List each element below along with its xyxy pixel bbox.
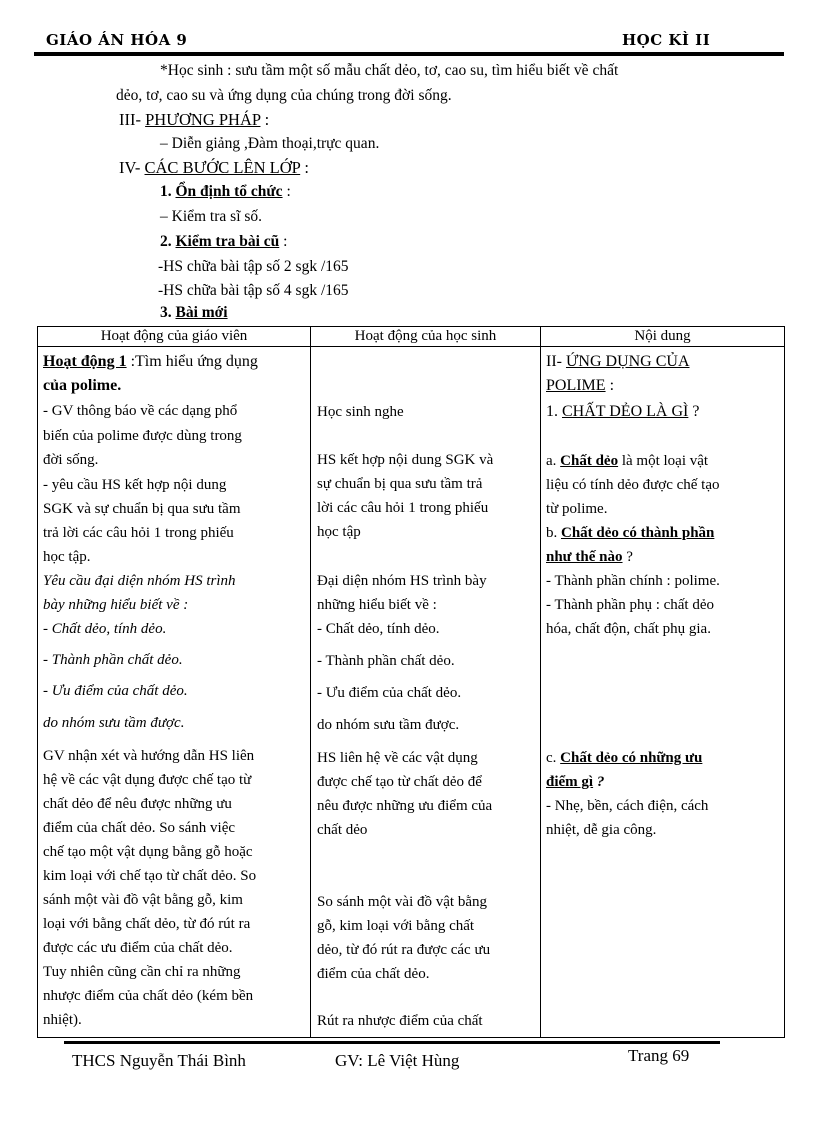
teacher-italic-line: - Chất dẻo, tính dẻo. <box>43 621 167 637</box>
step-1-suffix: : <box>282 183 291 200</box>
teacher-guide-line: loại với bằng chất dẻo, từ đó rút ra <box>43 916 251 932</box>
teacher-italic-line: - Thành phần chất dẻo. <box>43 652 183 668</box>
student-line: - Ưu điểm của chất dẻo. <box>317 685 462 701</box>
intro-line-2: dẻo, tơ, cao su và ứng dụng của chúng trong đời sống. <box>116 87 452 104</box>
teacher-guide-line: điểm của chất dẻo. So sánh việc <box>43 820 236 836</box>
student-line: nêu được những ưu điểm của <box>317 798 493 814</box>
student-cell <box>311 347 541 1038</box>
student-line: - Thành phần chất dẻo. <box>317 653 455 669</box>
content-line: - Thành phần phụ : chất dẻo <box>546 597 715 613</box>
content-line: nhiệt, dễ gia công. <box>546 822 657 838</box>
item-c-line <box>546 750 702 767</box>
student-line: Rút ra nhược điểm của chất <box>317 1013 483 1029</box>
section-4-suffix: : <box>300 158 309 177</box>
section-3-prefix: III- <box>119 110 146 129</box>
step-2-num: 2. <box>160 233 176 250</box>
section-3-suffix: : <box>260 110 270 129</box>
header-right: HỌC KÌ II <box>622 31 711 49</box>
teacher-cell <box>38 347 311 1038</box>
footer-teacher: GV: Lê Việt Hùng <box>335 1051 460 1070</box>
teacher-italic-line: Yêu cầu đại diện nhóm HS trình <box>43 573 236 589</box>
student-line: điểm của chất dẻo. <box>317 966 430 982</box>
student-line: học tập <box>317 524 361 540</box>
content-line: - Thành phần chính : polime. <box>546 573 720 589</box>
content-cell <box>541 347 785 1038</box>
step-1-heading <box>160 183 291 201</box>
item-a-title: Chất dẻo <box>560 453 619 469</box>
question-1-title: CHẤT DẺO LÀ GÌ <box>562 403 689 420</box>
step-2-suffix: : <box>279 233 288 250</box>
teacher-line: trả lời các câu hỏi 1 trong phiếu <box>43 525 234 541</box>
student-line: chất dẻo <box>317 822 368 838</box>
teacher-guide-line: nhược điểm của chất dẻo (kém bền <box>43 988 254 1004</box>
student-line: Đại diện nhóm HS trình bày <box>317 573 487 589</box>
item-c-label: c. <box>546 750 561 766</box>
header-left: GIÁO ÁN HÓA 9 <box>46 31 188 49</box>
item-b-line <box>546 525 714 542</box>
section-3-title: PHƯƠNG PHÁP <box>145 110 261 129</box>
step-1-num: 1. <box>160 183 176 200</box>
student-line: do nhóm sưu tầm được. <box>317 717 460 733</box>
footer-school: THCS Nguyễn Thái Bình <box>72 1051 246 1070</box>
item-c-title-2: điểm gì <box>546 774 594 790</box>
teacher-italic-line: do nhóm sưu tầm được. <box>43 715 185 731</box>
teacher-line: học tập. <box>43 549 91 565</box>
teacher-guide-line: chất dẻo để nêu được những ưu <box>43 796 232 812</box>
item-c-suffix: ? <box>593 774 605 790</box>
header-student: Hoạt động của học sinh <box>311 327 541 347</box>
step-1-body: – Kiểm tra sĩ số. <box>160 208 263 225</box>
teacher-line: SGK và sự chuẩn bị qua sưu tầm <box>43 501 241 517</box>
content-line: liệu có tính dẻo được chế tạo <box>546 477 720 493</box>
section-4-heading <box>119 158 309 178</box>
footer-rule <box>64 1041 720 1044</box>
step-2-title: Kiểm tra bài cũ <box>175 233 280 250</box>
section-4-title: CÁC BƯỚC LÊN LỚP <box>144 158 301 177</box>
content-line: từ polime. <box>546 501 608 517</box>
table-body-row <box>38 347 785 1038</box>
teacher-line: biến của polime được dùng trong <box>43 428 242 444</box>
teacher-guide-line: sánh một vài đồ vật bằng gỗ, kim <box>43 892 243 908</box>
student-line: - Chất dẻo, tính dẻo. <box>317 621 440 637</box>
content-heading-line <box>546 353 690 371</box>
activity-title-line <box>43 353 258 371</box>
item-a-label: a. <box>546 453 561 469</box>
teacher-italic-line: bày những hiểu biết về : <box>43 597 189 613</box>
item-b-title-1: Chất dẻo có thành phần <box>561 525 715 541</box>
teacher-guide-line: chế tạo một vật dụng bằng gỗ hoặc <box>43 844 253 860</box>
teacher-line: - GV thông báo về các dạng phổ <box>43 403 238 419</box>
teacher-italic-line: - Ưu điểm của chất dẻo. <box>43 683 188 699</box>
step-3-heading <box>160 304 228 322</box>
teacher-guide-line: Tuy nhiên cũng cần chỉ ra những <box>43 964 241 980</box>
teacher-guide-line: nhiệt). <box>43 1012 82 1028</box>
item-b-line-2 <box>546 549 633 566</box>
teacher-guide-line: kim loại với chế tạo từ chất dẻo. So <box>43 868 257 884</box>
item-c-title-1: Chất dẻo có những ưu <box>560 750 703 766</box>
content-heading-suffix: : <box>605 377 615 394</box>
intro-line-1: *Học sinh : sưu tầm một số mẫu chất dẻo, tơ, cao su, tìm hiểu biết về chất <box>160 62 619 79</box>
teacher-guide-line: được các ưu điểm của chất dẻo. <box>43 940 233 956</box>
student-line: So sánh một vài đồ vật bằng <box>317 894 487 910</box>
section-3-body: – Diễn giảng ,Đàm thoại,trực quan. <box>160 135 380 152</box>
teacher-guide-line: hệ về các vật dụng được chế tạo từ <box>43 772 252 788</box>
lesson-table <box>37 326 785 1038</box>
item-b-label: b. <box>546 525 561 541</box>
header-rule <box>34 52 784 56</box>
footer-page: Trang 69 <box>628 1046 690 1065</box>
item-a-line <box>546 453 708 470</box>
item-b-suffix: ? <box>622 549 633 565</box>
step-3-title: Bài mới <box>175 304 228 321</box>
teacher-guide-line: GV nhận xét và hướng dẫn HS liên <box>43 748 255 764</box>
content-heading-prefix: II- <box>546 353 566 370</box>
student-line: những hiểu biết về : <box>317 597 437 613</box>
student-line: HS kết hợp nội dung SGK và <box>317 452 494 468</box>
activity-title-rest: :Tìm hiểu ứng dụng <box>126 353 258 370</box>
student-line: được chế tạo từ chất dẻo để <box>317 774 482 790</box>
content-heading-title: ỨNG DỤNG CỦA <box>565 353 690 370</box>
student-line: HS liên hệ về các vật dụng <box>317 750 478 766</box>
content-line: - Nhẹ, bền, cách điện, cách <box>546 798 709 814</box>
teacher-line: đời sống. <box>43 452 99 468</box>
content-heading-polime: POLIME <box>546 377 606 394</box>
student-line: lời các câu hỏi 1 trong phiếu <box>317 500 489 516</box>
item-c-line-2 <box>546 774 604 791</box>
student-line: gỗ, kim loại với bằng chất <box>317 918 475 934</box>
step-2-heading <box>160 233 287 251</box>
step-2-body-1: -HS chữa bài tập số 2 sgk /165 <box>158 258 349 275</box>
header-teacher: Hoạt động của giáo viên <box>38 327 311 347</box>
question-1-line <box>546 403 699 421</box>
student-line: dẻo, từ đó rút ra được các ưu <box>317 942 491 958</box>
content-line: hóa, chất độn, chất phụ gia. <box>546 621 711 637</box>
section-3-heading <box>119 110 269 130</box>
question-1-num: 1. <box>546 403 562 420</box>
activity-title: Hoạt động 1 <box>43 353 127 370</box>
step-3-num: 3. <box>160 304 176 321</box>
content-heading-line-2 <box>546 377 614 395</box>
table-header-row <box>38 327 785 347</box>
item-a-rest: là một loại vật <box>618 453 709 469</box>
student-line: Học sinh nghe <box>317 404 404 420</box>
activity-title-line-2: của polime. <box>43 377 122 394</box>
step-2-body-2: -HS chữa bài tập số 4 sgk /165 <box>158 282 349 299</box>
item-b-title-2: như thế nào <box>546 549 623 565</box>
section-4-prefix: IV- <box>119 158 145 177</box>
header-content: Nội dung <box>541 327 785 347</box>
teacher-line: - yêu cầu HS kết hợp nội dung <box>43 477 227 493</box>
step-1-title: Ổn định tổ chức <box>175 183 283 200</box>
student-line: sự chuẩn bị qua sưu tầm trả <box>317 476 483 492</box>
question-1-suffix: ? <box>688 403 700 420</box>
